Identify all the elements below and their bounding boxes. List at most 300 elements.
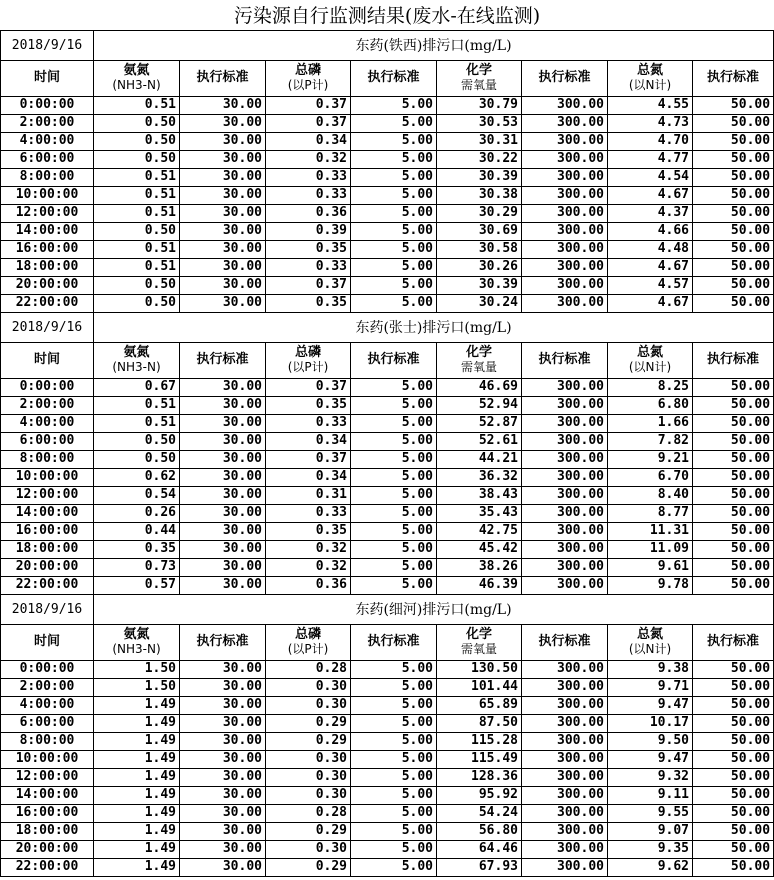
time-cell: 0:00:00: [1, 378, 94, 396]
value-cell: 50.00: [693, 804, 774, 822]
value-cell: 0.51: [94, 258, 180, 276]
column-header-line1: 化学: [465, 345, 492, 360]
time-cell: 16:00:00: [1, 240, 94, 258]
value-cell: 0.34: [266, 132, 351, 150]
value-cell: 0.51: [94, 186, 180, 204]
table-row: [1, 168, 774, 186]
value-cell: 5.00: [351, 222, 437, 240]
value-cell: 50.00: [693, 558, 774, 576]
value-cell: 5.00: [351, 540, 437, 558]
value-cell: 5.00: [351, 750, 437, 768]
value-cell: 0.33: [266, 414, 351, 432]
column-header-line1: 总氮: [636, 63, 663, 78]
value-cell: 5.00: [351, 840, 437, 858]
column-header-line1: 总磷: [294, 63, 321, 78]
value-cell: 5.00: [351, 294, 437, 312]
value-cell: 30.00: [180, 576, 266, 594]
value-cell: 50.00: [693, 378, 774, 396]
value-cell: 30.31: [437, 132, 522, 150]
value-cell: 5.00: [351, 468, 437, 486]
value-cell: 1.50: [94, 660, 180, 678]
value-cell: 300.00: [522, 468, 608, 486]
column-header-line1: 时间: [33, 634, 60, 649]
value-cell: 46.69: [437, 378, 522, 396]
value-cell: 0.26: [94, 504, 180, 522]
table-row: [1, 696, 774, 714]
value-cell: 7.82: [608, 432, 693, 450]
value-cell: 9.47: [608, 750, 693, 768]
value-cell: 50.00: [693, 294, 774, 312]
value-cell: 0.50: [94, 114, 180, 132]
value-cell: 5.00: [351, 678, 437, 696]
value-cell: 50.00: [693, 840, 774, 858]
value-cell: 30.00: [180, 168, 266, 186]
value-cell: 300.00: [522, 222, 608, 240]
value-cell: 50.00: [693, 414, 774, 432]
value-cell: 5.00: [351, 132, 437, 150]
table-row: [1, 450, 774, 468]
value-cell: 4.67: [608, 186, 693, 204]
value-cell: 300.00: [522, 258, 608, 276]
value-cell: 300.00: [522, 714, 608, 732]
column-header-line2: (以P计): [287, 78, 329, 92]
value-cell: 0.51: [94, 96, 180, 114]
value-cell: 0.51: [94, 204, 180, 222]
value-cell: 300.00: [522, 150, 608, 168]
value-cell: 4.54: [608, 168, 693, 186]
value-cell: 300.00: [522, 432, 608, 450]
value-cell: 5.00: [351, 186, 437, 204]
table-row: [1, 540, 774, 558]
column-header-line1: 执行标准: [538, 352, 591, 367]
value-cell: 5.00: [351, 276, 437, 294]
value-cell: 30.00: [180, 114, 266, 132]
column-header: [94, 624, 180, 660]
column-header-line1: 化学: [465, 63, 492, 78]
table-row: [1, 840, 774, 858]
value-cell: 5.00: [351, 96, 437, 114]
value-cell: 0.51: [94, 168, 180, 186]
value-cell: 5.00: [351, 732, 437, 750]
value-cell: 0.37: [266, 114, 351, 132]
time-cell: 2:00:00: [1, 114, 94, 132]
value-cell: 30.00: [180, 432, 266, 450]
value-cell: 50.00: [693, 432, 774, 450]
value-cell: 0.33: [266, 258, 351, 276]
value-cell: 50.00: [693, 114, 774, 132]
column-header: [351, 342, 437, 378]
table-row: [1, 486, 774, 504]
value-cell: 50.00: [693, 786, 774, 804]
value-cell: 0.28: [266, 804, 351, 822]
table-row: [1, 522, 774, 540]
section-location: 东药(张士)排污口(mg/L): [94, 312, 774, 342]
table-row: [1, 750, 774, 768]
value-cell: 300.00: [522, 768, 608, 786]
value-cell: 50.00: [693, 768, 774, 786]
section-header-row: [1, 312, 774, 342]
value-cell: 1.49: [94, 786, 180, 804]
table-row: [1, 132, 774, 150]
value-cell: 300.00: [522, 132, 608, 150]
value-cell: 9.62: [608, 858, 693, 876]
table-row: [1, 204, 774, 222]
value-cell: 300.00: [522, 522, 608, 540]
value-cell: 30.29: [437, 204, 522, 222]
value-cell: 9.78: [608, 576, 693, 594]
column-header: [180, 60, 266, 96]
column-header-line1: 总氮: [636, 627, 663, 642]
table-row: [1, 186, 774, 204]
value-cell: 5.00: [351, 486, 437, 504]
table-row: [1, 504, 774, 522]
section-date: 2018/9/16: [1, 312, 94, 342]
value-cell: 5.00: [351, 432, 437, 450]
column-header: [522, 342, 608, 378]
column-header: [351, 60, 437, 96]
value-cell: 0.28: [266, 660, 351, 678]
column-header: [266, 342, 351, 378]
value-cell: 0.37: [266, 276, 351, 294]
value-cell: 130.50: [437, 660, 522, 678]
time-cell: 14:00:00: [1, 786, 94, 804]
value-cell: 5.00: [351, 168, 437, 186]
value-cell: 30.00: [180, 558, 266, 576]
value-cell: 64.46: [437, 840, 522, 858]
table-row: [1, 858, 774, 876]
time-cell: 22:00:00: [1, 576, 94, 594]
time-cell: 12:00:00: [1, 204, 94, 222]
value-cell: 50.00: [693, 576, 774, 594]
value-cell: 8.25: [608, 378, 693, 396]
value-cell: 300.00: [522, 168, 608, 186]
value-cell: 300.00: [522, 858, 608, 876]
value-cell: 5.00: [351, 414, 437, 432]
value-cell: 30.38: [437, 186, 522, 204]
value-cell: 300.00: [522, 540, 608, 558]
value-cell: 30.00: [180, 714, 266, 732]
value-cell: 128.36: [437, 768, 522, 786]
value-cell: 30.00: [180, 186, 266, 204]
time-cell: 8:00:00: [1, 732, 94, 750]
value-cell: 0.50: [94, 132, 180, 150]
value-cell: 5.00: [351, 378, 437, 396]
value-cell: 9.32: [608, 768, 693, 786]
value-cell: 4.70: [608, 132, 693, 150]
value-cell: 30.00: [180, 732, 266, 750]
value-cell: 36.32: [437, 468, 522, 486]
value-cell: 30.58: [437, 240, 522, 258]
value-cell: 5.00: [351, 858, 437, 876]
value-cell: 300.00: [522, 678, 608, 696]
time-cell: 8:00:00: [1, 168, 94, 186]
value-cell: 50.00: [693, 732, 774, 750]
value-cell: 300.00: [522, 558, 608, 576]
column-header-line2: (以N计): [628, 78, 672, 92]
column-header: [94, 342, 180, 378]
value-cell: 30.00: [180, 276, 266, 294]
value-cell: 1.49: [94, 750, 180, 768]
value-cell: 1.66: [608, 414, 693, 432]
value-cell: 0.29: [266, 858, 351, 876]
value-cell: 50.00: [693, 240, 774, 258]
column-header-line2: (NH3-N): [112, 78, 161, 92]
column-header-line2: 需氧量: [460, 642, 497, 656]
value-cell: 0.29: [266, 714, 351, 732]
value-cell: 300.00: [522, 294, 608, 312]
section-date: 2018/9/16: [1, 594, 94, 624]
column-header: [180, 624, 266, 660]
value-cell: 5.00: [351, 558, 437, 576]
value-cell: 1.49: [94, 732, 180, 750]
value-cell: 0.35: [94, 540, 180, 558]
value-cell: 11.09: [608, 540, 693, 558]
page-title: 污染源自行监测结果(废水-在线监测): [1, 0, 774, 30]
value-cell: 0.35: [266, 522, 351, 540]
value-cell: 0.50: [94, 294, 180, 312]
value-cell: 30.00: [180, 522, 266, 540]
value-cell: 5.00: [351, 450, 437, 468]
value-cell: 1.49: [94, 858, 180, 876]
column-header-line1: 化学: [465, 627, 492, 642]
value-cell: 0.39: [266, 222, 351, 240]
column-header-line1: 总氮: [636, 345, 663, 360]
value-cell: 56.80: [437, 822, 522, 840]
column-header: [522, 60, 608, 96]
time-cell: 22:00:00: [1, 858, 94, 876]
value-cell: 0.51: [94, 240, 180, 258]
value-cell: 35.43: [437, 504, 522, 522]
value-cell: 0.35: [266, 396, 351, 414]
value-cell: 300.00: [522, 114, 608, 132]
value-cell: 0.36: [266, 204, 351, 222]
value-cell: 50.00: [693, 96, 774, 114]
value-cell: 4.67: [608, 258, 693, 276]
value-cell: 50.00: [693, 450, 774, 468]
value-cell: 5.00: [351, 258, 437, 276]
column-header-line1: 时间: [33, 70, 60, 85]
value-cell: 4.55: [608, 96, 693, 114]
column-header: [1, 624, 94, 660]
value-cell: 9.50: [608, 732, 693, 750]
value-cell: 6.70: [608, 468, 693, 486]
value-cell: 9.38: [608, 660, 693, 678]
value-cell: 5.00: [351, 786, 437, 804]
table-row: [1, 660, 774, 678]
value-cell: 0.34: [266, 468, 351, 486]
section-header-row: [1, 30, 774, 60]
column-header-line1: 执行标准: [538, 634, 591, 649]
table-row: [1, 276, 774, 294]
value-cell: 300.00: [522, 414, 608, 432]
value-cell: 50.00: [693, 714, 774, 732]
value-cell: 0.36: [266, 576, 351, 594]
value-cell: 0.29: [266, 822, 351, 840]
column-header: [608, 60, 693, 96]
value-cell: 11.31: [608, 522, 693, 540]
time-cell: 16:00:00: [1, 522, 94, 540]
column-header-line1: 执行标准: [707, 634, 760, 649]
value-cell: 0.57: [94, 576, 180, 594]
value-cell: 30.26: [437, 258, 522, 276]
value-cell: 50.00: [693, 150, 774, 168]
value-cell: 42.75: [437, 522, 522, 540]
value-cell: 30.00: [180, 378, 266, 396]
value-cell: 0.50: [94, 222, 180, 240]
value-cell: 0.30: [266, 786, 351, 804]
value-cell: 30.00: [180, 150, 266, 168]
time-cell: 4:00:00: [1, 696, 94, 714]
value-cell: 50.00: [693, 678, 774, 696]
value-cell: 0.32: [266, 558, 351, 576]
value-cell: 30.00: [180, 768, 266, 786]
value-cell: 30.00: [180, 240, 266, 258]
column-header: [266, 624, 351, 660]
time-cell: 12:00:00: [1, 768, 94, 786]
value-cell: 30.69: [437, 222, 522, 240]
value-cell: 46.39: [437, 576, 522, 594]
table-row: [1, 414, 774, 432]
value-cell: 50.00: [693, 396, 774, 414]
time-cell: 14:00:00: [1, 222, 94, 240]
time-cell: 20:00:00: [1, 276, 94, 294]
value-cell: 5.00: [351, 804, 437, 822]
table-row: [1, 714, 774, 732]
value-cell: 5.00: [351, 204, 437, 222]
value-cell: 50.00: [693, 540, 774, 558]
value-cell: 30.00: [180, 786, 266, 804]
value-cell: 50.00: [693, 222, 774, 240]
column-header-line1: 氨氮: [123, 627, 150, 642]
table-row: [1, 240, 774, 258]
section-location: 东药(铁西)排污口(mg/L): [94, 30, 774, 60]
value-cell: 4.77: [608, 150, 693, 168]
value-cell: 8.40: [608, 486, 693, 504]
value-cell: 5.00: [351, 660, 437, 678]
value-cell: 6.80: [608, 396, 693, 414]
value-cell: 0.50: [94, 432, 180, 450]
value-cell: 300.00: [522, 840, 608, 858]
column-header-line1: 执行标准: [367, 634, 420, 649]
value-cell: 9.47: [608, 696, 693, 714]
value-cell: 9.35: [608, 840, 693, 858]
value-cell: 1.49: [94, 696, 180, 714]
value-cell: 38.43: [437, 486, 522, 504]
table-row: [1, 804, 774, 822]
time-cell: 12:00:00: [1, 486, 94, 504]
value-cell: 115.28: [437, 732, 522, 750]
value-cell: 30.00: [180, 414, 266, 432]
value-cell: 52.94: [437, 396, 522, 414]
value-cell: 10.17: [608, 714, 693, 732]
value-cell: 4.57: [608, 276, 693, 294]
time-cell: 4:00:00: [1, 132, 94, 150]
value-cell: 30.00: [180, 96, 266, 114]
value-cell: 1.49: [94, 840, 180, 858]
table-row: [1, 468, 774, 486]
value-cell: 30.53: [437, 114, 522, 132]
value-cell: 0.33: [266, 504, 351, 522]
value-cell: 30.00: [180, 396, 266, 414]
value-cell: 50.00: [693, 504, 774, 522]
value-cell: 0.32: [266, 150, 351, 168]
value-cell: 50.00: [693, 822, 774, 840]
column-header-line2: 需氧量: [460, 78, 497, 92]
value-cell: 1.50: [94, 678, 180, 696]
value-cell: 9.55: [608, 804, 693, 822]
table-row: [1, 222, 774, 240]
column-header: [351, 624, 437, 660]
value-cell: 300.00: [522, 750, 608, 768]
value-cell: 0.33: [266, 186, 351, 204]
value-cell: 0.50: [94, 150, 180, 168]
column-header: [608, 624, 693, 660]
value-cell: 300.00: [522, 186, 608, 204]
value-cell: 50.00: [693, 186, 774, 204]
value-cell: 30.00: [180, 696, 266, 714]
value-cell: 50.00: [693, 858, 774, 876]
value-cell: 0.30: [266, 750, 351, 768]
value-cell: 30.39: [437, 168, 522, 186]
value-cell: 5.00: [351, 822, 437, 840]
value-cell: 65.89: [437, 696, 522, 714]
value-cell: 5.00: [351, 768, 437, 786]
value-cell: 4.37: [608, 204, 693, 222]
value-cell: 30.39: [437, 276, 522, 294]
value-cell: 0.51: [94, 396, 180, 414]
column-header-line2: (以N计): [628, 360, 672, 374]
column-header-line1: 氨氮: [123, 345, 150, 360]
value-cell: 1.49: [94, 768, 180, 786]
value-cell: 30.00: [180, 450, 266, 468]
value-cell: 300.00: [522, 732, 608, 750]
time-cell: 20:00:00: [1, 840, 94, 858]
value-cell: 1.49: [94, 714, 180, 732]
table-row: [1, 432, 774, 450]
value-cell: 30.22: [437, 150, 522, 168]
value-cell: 4.48: [608, 240, 693, 258]
value-cell: 300.00: [522, 804, 608, 822]
value-cell: 9.71: [608, 678, 693, 696]
value-cell: 50.00: [693, 168, 774, 186]
table-row: [1, 576, 774, 594]
value-cell: 0.30: [266, 768, 351, 786]
value-cell: 30.79: [437, 96, 522, 114]
column-header-line2: (以N计): [628, 642, 672, 656]
column-header: [522, 624, 608, 660]
table-row: [1, 558, 774, 576]
value-cell: 44.21: [437, 450, 522, 468]
value-cell: 300.00: [522, 276, 608, 294]
time-cell: 14:00:00: [1, 504, 94, 522]
column-header: [437, 60, 522, 96]
value-cell: 5.00: [351, 150, 437, 168]
column-header-line1: 总磷: [294, 627, 321, 642]
column-header: [693, 60, 774, 96]
value-cell: 0.50: [94, 450, 180, 468]
value-cell: 1.49: [94, 822, 180, 840]
column-header: [94, 60, 180, 96]
value-cell: 0.30: [266, 696, 351, 714]
value-cell: 8.77: [608, 504, 693, 522]
column-header: [437, 342, 522, 378]
value-cell: 30.00: [180, 660, 266, 678]
time-cell: 16:00:00: [1, 804, 94, 822]
title-row: [1, 0, 774, 30]
value-cell: 300.00: [522, 204, 608, 222]
value-cell: 1.49: [94, 804, 180, 822]
value-cell: 300.00: [522, 240, 608, 258]
